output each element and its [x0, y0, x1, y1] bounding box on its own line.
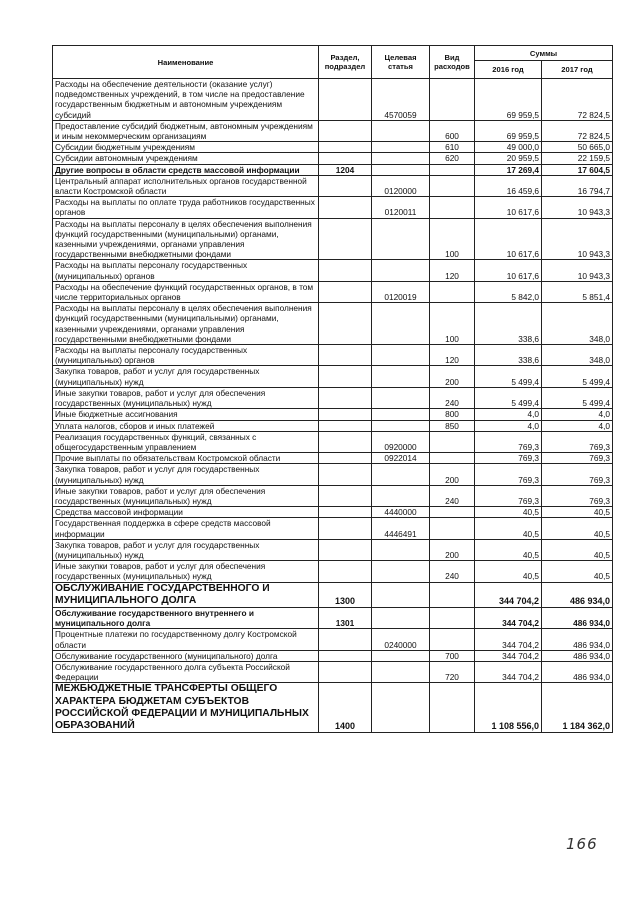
cell-2016: 344 704,2 — [475, 650, 542, 661]
cell-type — [430, 582, 475, 607]
cell-type — [430, 629, 475, 650]
cell-target — [372, 153, 430, 164]
cell-2017: 348,0 — [542, 345, 613, 366]
cell-type: 100 — [430, 303, 475, 345]
cell-2016: 5 499,4 — [475, 366, 542, 387]
cell-2016: 20 959,5 — [475, 153, 542, 164]
cell-target — [372, 582, 430, 607]
cell-2016: 10 617,6 — [475, 218, 542, 260]
cell-target — [372, 485, 430, 506]
header-target: Целевая статья — [372, 46, 430, 79]
table-row — [53, 260, 613, 281]
cell-2017: 10 943,3 — [542, 197, 613, 218]
cell-2017: 5 499,4 — [542, 366, 613, 387]
cell-target — [372, 120, 430, 141]
table-row — [53, 281, 613, 302]
cell-type: 700 — [430, 650, 475, 661]
cell-name: Расходы на выплаты персоналу в целях обеспечения выполнения функций государственными (муниципальными) органами, казенными учреждениями, органами управления государственными внебюджетными фондами — [53, 303, 319, 345]
table-row — [53, 507, 613, 518]
table-row — [53, 661, 613, 682]
cell-target — [372, 142, 430, 153]
cell-2016: 344 704,2 — [475, 582, 542, 607]
cell-section — [319, 175, 372, 196]
cell-section — [319, 464, 372, 485]
cell-2016: 69 959,5 — [475, 120, 542, 141]
cell-section — [319, 142, 372, 153]
cell-target: 0922014 — [372, 453, 430, 464]
cell-2017: 1 184 362,0 — [542, 683, 613, 733]
cell-name: Иные закупки товаров, работ и услуг для обеспечения государственных (муниципальных) нужд — [53, 387, 319, 408]
cell-name: ОБСЛУЖИВАНИЕ ГОСУДАРСТВЕННОГО И МУНИЦИПАЛЬНОГО ДОЛГА — [53, 582, 319, 607]
table-row — [53, 197, 613, 218]
cell-section — [319, 120, 372, 141]
cell-target: 0120000 — [372, 175, 430, 196]
table-row — [53, 164, 613, 175]
cell-section — [319, 629, 372, 650]
cell-2017: 769,3 — [542, 453, 613, 464]
cell-2016: 769,3 — [475, 453, 542, 464]
cell-target — [372, 218, 430, 260]
table-row — [53, 683, 613, 733]
cell-section — [319, 218, 372, 260]
cell-2016: 40,5 — [475, 507, 542, 518]
cell-name: Предоставление субсидий бюджетным, автономным учреждениям и иным некоммерческим организациям — [53, 120, 319, 141]
cell-name: МЕЖБЮДЖЕТНЫЕ ТРАНСФЕРТЫ ОБЩЕГО ХАРАКТЕРА БЮДЖЕТАМ СУБЪЕКТОВ РОССИЙСКОЙ ФЕДЕРАЦИИ И МУНИЦИПАЛЬНЫХ ОБРАЗОВАНИЙ — [53, 683, 319, 733]
cell-name: Иные закупки товаров, работ и услуг для обеспечения государственных (муниципальных) нужд — [53, 485, 319, 506]
cell-type: 800 — [430, 409, 475, 420]
cell-2017: 10 943,3 — [542, 218, 613, 260]
table-row — [53, 464, 613, 485]
cell-name: Иные бюджетные ассигнования — [53, 409, 319, 420]
cell-section — [319, 79, 372, 121]
cell-section: 1300 — [319, 582, 372, 607]
cell-2017: 5 851,4 — [542, 281, 613, 302]
cell-name: Процентные платежи по государственному долгу Костромской области — [53, 629, 319, 650]
cell-type — [430, 507, 475, 518]
cell-type — [430, 79, 475, 121]
cell-type — [430, 197, 475, 218]
cell-name: Расходы на обеспечение деятельности (оказание услуг) подведомственных учреждений, в том числе на предоставление государственным бюджетным и автономным учреждениям субсидий — [53, 79, 319, 121]
cell-2016: 16 459,6 — [475, 175, 542, 196]
cell-name: Закупка товаров, работ и услуг для государственных (муниципальных) нужд — [53, 539, 319, 560]
cell-target — [372, 409, 430, 420]
cell-2017: 16 794,7 — [542, 175, 613, 196]
table-row — [53, 518, 613, 539]
cell-name: Расходы на выплаты персоналу государственных (муниципальных) органов — [53, 260, 319, 281]
cell-target — [372, 303, 430, 345]
table-row — [53, 561, 613, 582]
page-number: 166 — [566, 835, 598, 853]
cell-2017: 72 824,5 — [542, 120, 613, 141]
cell-type: 240 — [430, 387, 475, 408]
cell-section — [319, 260, 372, 281]
table-row — [53, 175, 613, 196]
table-row — [53, 79, 613, 121]
cell-section — [319, 281, 372, 302]
cell-2016: 344 704,2 — [475, 661, 542, 682]
cell-name: Субсидии автономным учреждениям — [53, 153, 319, 164]
cell-type: 200 — [430, 366, 475, 387]
cell-target — [372, 420, 430, 431]
cell-target — [372, 464, 430, 485]
cell-section — [319, 453, 372, 464]
table-row — [53, 345, 613, 366]
cell-name: Другие вопросы в области средств массовой информации — [53, 164, 319, 175]
cell-2016: 5 499,4 — [475, 387, 542, 408]
cell-target — [372, 661, 430, 682]
cell-section: 1204 — [319, 164, 372, 175]
table-row — [53, 582, 613, 607]
cell-2017: 5 499,4 — [542, 387, 613, 408]
cell-target: 4570059 — [372, 79, 430, 121]
cell-type — [430, 518, 475, 539]
cell-2016: 338,6 — [475, 345, 542, 366]
cell-name: Обслуживание государственного долга субъекта Российской Федерации — [53, 661, 319, 682]
cell-section: 1400 — [319, 683, 372, 733]
header-section: Раздел, подраздел — [319, 46, 372, 79]
cell-target — [372, 345, 430, 366]
cell-section — [319, 409, 372, 420]
cell-2016: 40,5 — [475, 539, 542, 560]
cell-2016: 338,6 — [475, 303, 542, 345]
cell-type — [430, 164, 475, 175]
cell-section — [319, 303, 372, 345]
cell-name: Прочие выплаты по обязательствам Костромской области — [53, 453, 319, 464]
cell-target — [372, 539, 430, 560]
cell-2016: 769,3 — [475, 485, 542, 506]
cell-target — [372, 683, 430, 733]
cell-name: Центральный аппарат исполнительных органов государственной власти Костромской области — [53, 175, 319, 196]
cell-name: Иные закупки товаров, работ и услуг для обеспечения государственных (муниципальных) нужд — [53, 561, 319, 582]
cell-type: 200 — [430, 464, 475, 485]
cell-name: Расходы на выплаты по оплате труда работников государственных органов — [53, 197, 319, 218]
cell-2016: 4,0 — [475, 420, 542, 431]
cell-target — [372, 607, 430, 628]
cell-section — [319, 507, 372, 518]
cell-2016: 4,0 — [475, 409, 542, 420]
cell-2016: 40,5 — [475, 518, 542, 539]
cell-2017: 486 934,0 — [542, 650, 613, 661]
cell-2017: 769,3 — [542, 431, 613, 452]
cell-name: Обслуживание государственного (муниципального) долга — [53, 650, 319, 661]
table-row — [53, 153, 613, 164]
cell-type — [430, 453, 475, 464]
cell-name: Уплата налогов, сборов и иных платежей — [53, 420, 319, 431]
cell-type: 720 — [430, 661, 475, 682]
table-row — [53, 366, 613, 387]
cell-target — [372, 561, 430, 582]
cell-type — [430, 281, 475, 302]
cell-2017: 4,0 — [542, 409, 613, 420]
cell-2017: 40,5 — [542, 539, 613, 560]
cell-2017: 50 665,0 — [542, 142, 613, 153]
table-header — [53, 46, 613, 79]
cell-section — [319, 420, 372, 431]
cell-target: 0920000 — [372, 431, 430, 452]
cell-section — [319, 661, 372, 682]
cell-section — [319, 366, 372, 387]
cell-name: Субсидии бюджетным учреждениям — [53, 142, 319, 153]
table-row — [53, 420, 613, 431]
table-body — [53, 79, 613, 733]
cell-target: 4440000 — [372, 507, 430, 518]
cell-name: Закупка товаров, работ и услуг для государственных (муниципальных) нужд — [53, 366, 319, 387]
table-row — [53, 485, 613, 506]
cell-2016: 5 842,0 — [475, 281, 542, 302]
cell-name: Реализация государственных функций, связанных с общегосударственным управлением — [53, 431, 319, 452]
cell-type — [430, 431, 475, 452]
cell-2016: 344 704,2 — [475, 629, 542, 650]
cell-name: Средства массовой информации — [53, 507, 319, 518]
cell-2017: 348,0 — [542, 303, 613, 345]
table-row — [53, 120, 613, 141]
header-year-2017: 2017 год — [542, 61, 613, 79]
cell-2017: 22 159,5 — [542, 153, 613, 164]
cell-target: 0240000 — [372, 629, 430, 650]
table-row — [53, 607, 613, 628]
cell-2017: 72 824,5 — [542, 79, 613, 121]
cell-target — [372, 387, 430, 408]
header-type: Вид расходов — [430, 46, 475, 79]
cell-target — [372, 366, 430, 387]
cell-2016: 10 617,6 — [475, 260, 542, 281]
cell-2016: 769,3 — [475, 431, 542, 452]
cell-section — [319, 345, 372, 366]
cell-section — [319, 518, 372, 539]
cell-type: 240 — [430, 485, 475, 506]
cell-section — [319, 153, 372, 164]
cell-name: Государственная поддержка в сфере средств массовой информации — [53, 518, 319, 539]
cell-type: 200 — [430, 539, 475, 560]
cell-target — [372, 164, 430, 175]
table-row — [53, 387, 613, 408]
cell-type: 600 — [430, 120, 475, 141]
table-row — [53, 142, 613, 153]
cell-2017: 40,5 — [542, 518, 613, 539]
table-row — [53, 303, 613, 345]
cell-section — [319, 650, 372, 661]
cell-target — [372, 650, 430, 661]
cell-type — [430, 683, 475, 733]
table-row — [53, 453, 613, 464]
table-row — [53, 409, 613, 420]
cell-2016: 69 959,5 — [475, 79, 542, 121]
cell-2017: 17 604,5 — [542, 164, 613, 175]
cell-2017: 40,5 — [542, 561, 613, 582]
cell-type: 610 — [430, 142, 475, 153]
cell-section — [319, 197, 372, 218]
cell-name: Расходы на выплаты персоналу в целях обеспечения выполнения функций государственными (муниципальными) органами, казенными учреждениями, органами управления государственными внебюджетными фондами — [53, 218, 319, 260]
cell-2016: 769,3 — [475, 464, 542, 485]
cell-target: 0120011 — [372, 197, 430, 218]
header-year-2016: 2016 год — [475, 61, 542, 79]
table-row — [53, 629, 613, 650]
cell-2016: 49 000,0 — [475, 142, 542, 153]
cell-type — [430, 175, 475, 196]
cell-2017: 769,3 — [542, 464, 613, 485]
cell-section — [319, 561, 372, 582]
cell-2016: 17 269,4 — [475, 164, 542, 175]
cell-section — [319, 485, 372, 506]
cell-2017: 10 943,3 — [542, 260, 613, 281]
cell-2017: 769,3 — [542, 485, 613, 506]
cell-2017: 486 934,0 — [542, 607, 613, 628]
cell-type: 120 — [430, 345, 475, 366]
cell-target: 0120019 — [372, 281, 430, 302]
cell-2016: 10 617,6 — [475, 197, 542, 218]
cell-section: 1301 — [319, 607, 372, 628]
cell-name: Обслуживание государственного внутреннего и муниципального долга — [53, 607, 319, 628]
cell-target — [372, 260, 430, 281]
cell-2017: 486 934,0 — [542, 661, 613, 682]
table-row — [53, 431, 613, 452]
cell-2017: 486 934,0 — [542, 582, 613, 607]
cell-2016: 344 704,2 — [475, 607, 542, 628]
cell-2017: 4,0 — [542, 420, 613, 431]
cell-type: 850 — [430, 420, 475, 431]
cell-type — [430, 607, 475, 628]
cell-name: Расходы на выплаты персоналу государственных (муниципальных) органов — [53, 345, 319, 366]
cell-2016: 40,5 — [475, 561, 542, 582]
cell-name: Закупка товаров, работ и услуг для государственных (муниципальных) нужд — [53, 464, 319, 485]
header-sums: Суммы — [475, 46, 613, 61]
table-row — [53, 218, 613, 260]
cell-type: 620 — [430, 153, 475, 164]
cell-section — [319, 387, 372, 408]
header-name: Наименование — [53, 46, 319, 79]
cell-type: 240 — [430, 561, 475, 582]
cell-target: 4446491 — [372, 518, 430, 539]
cell-section — [319, 431, 372, 452]
cell-section — [319, 539, 372, 560]
cell-type: 100 — [430, 218, 475, 260]
cell-2017: 40,5 — [542, 507, 613, 518]
table-row — [53, 539, 613, 560]
budget-table — [52, 45, 613, 733]
cell-2017: 486 934,0 — [542, 629, 613, 650]
table-row — [53, 650, 613, 661]
cell-2016: 1 108 556,0 — [475, 683, 542, 733]
cell-type: 120 — [430, 260, 475, 281]
cell-name: Расходы на обеспечение функций государственных органов, в том числе территориальных органов — [53, 281, 319, 302]
